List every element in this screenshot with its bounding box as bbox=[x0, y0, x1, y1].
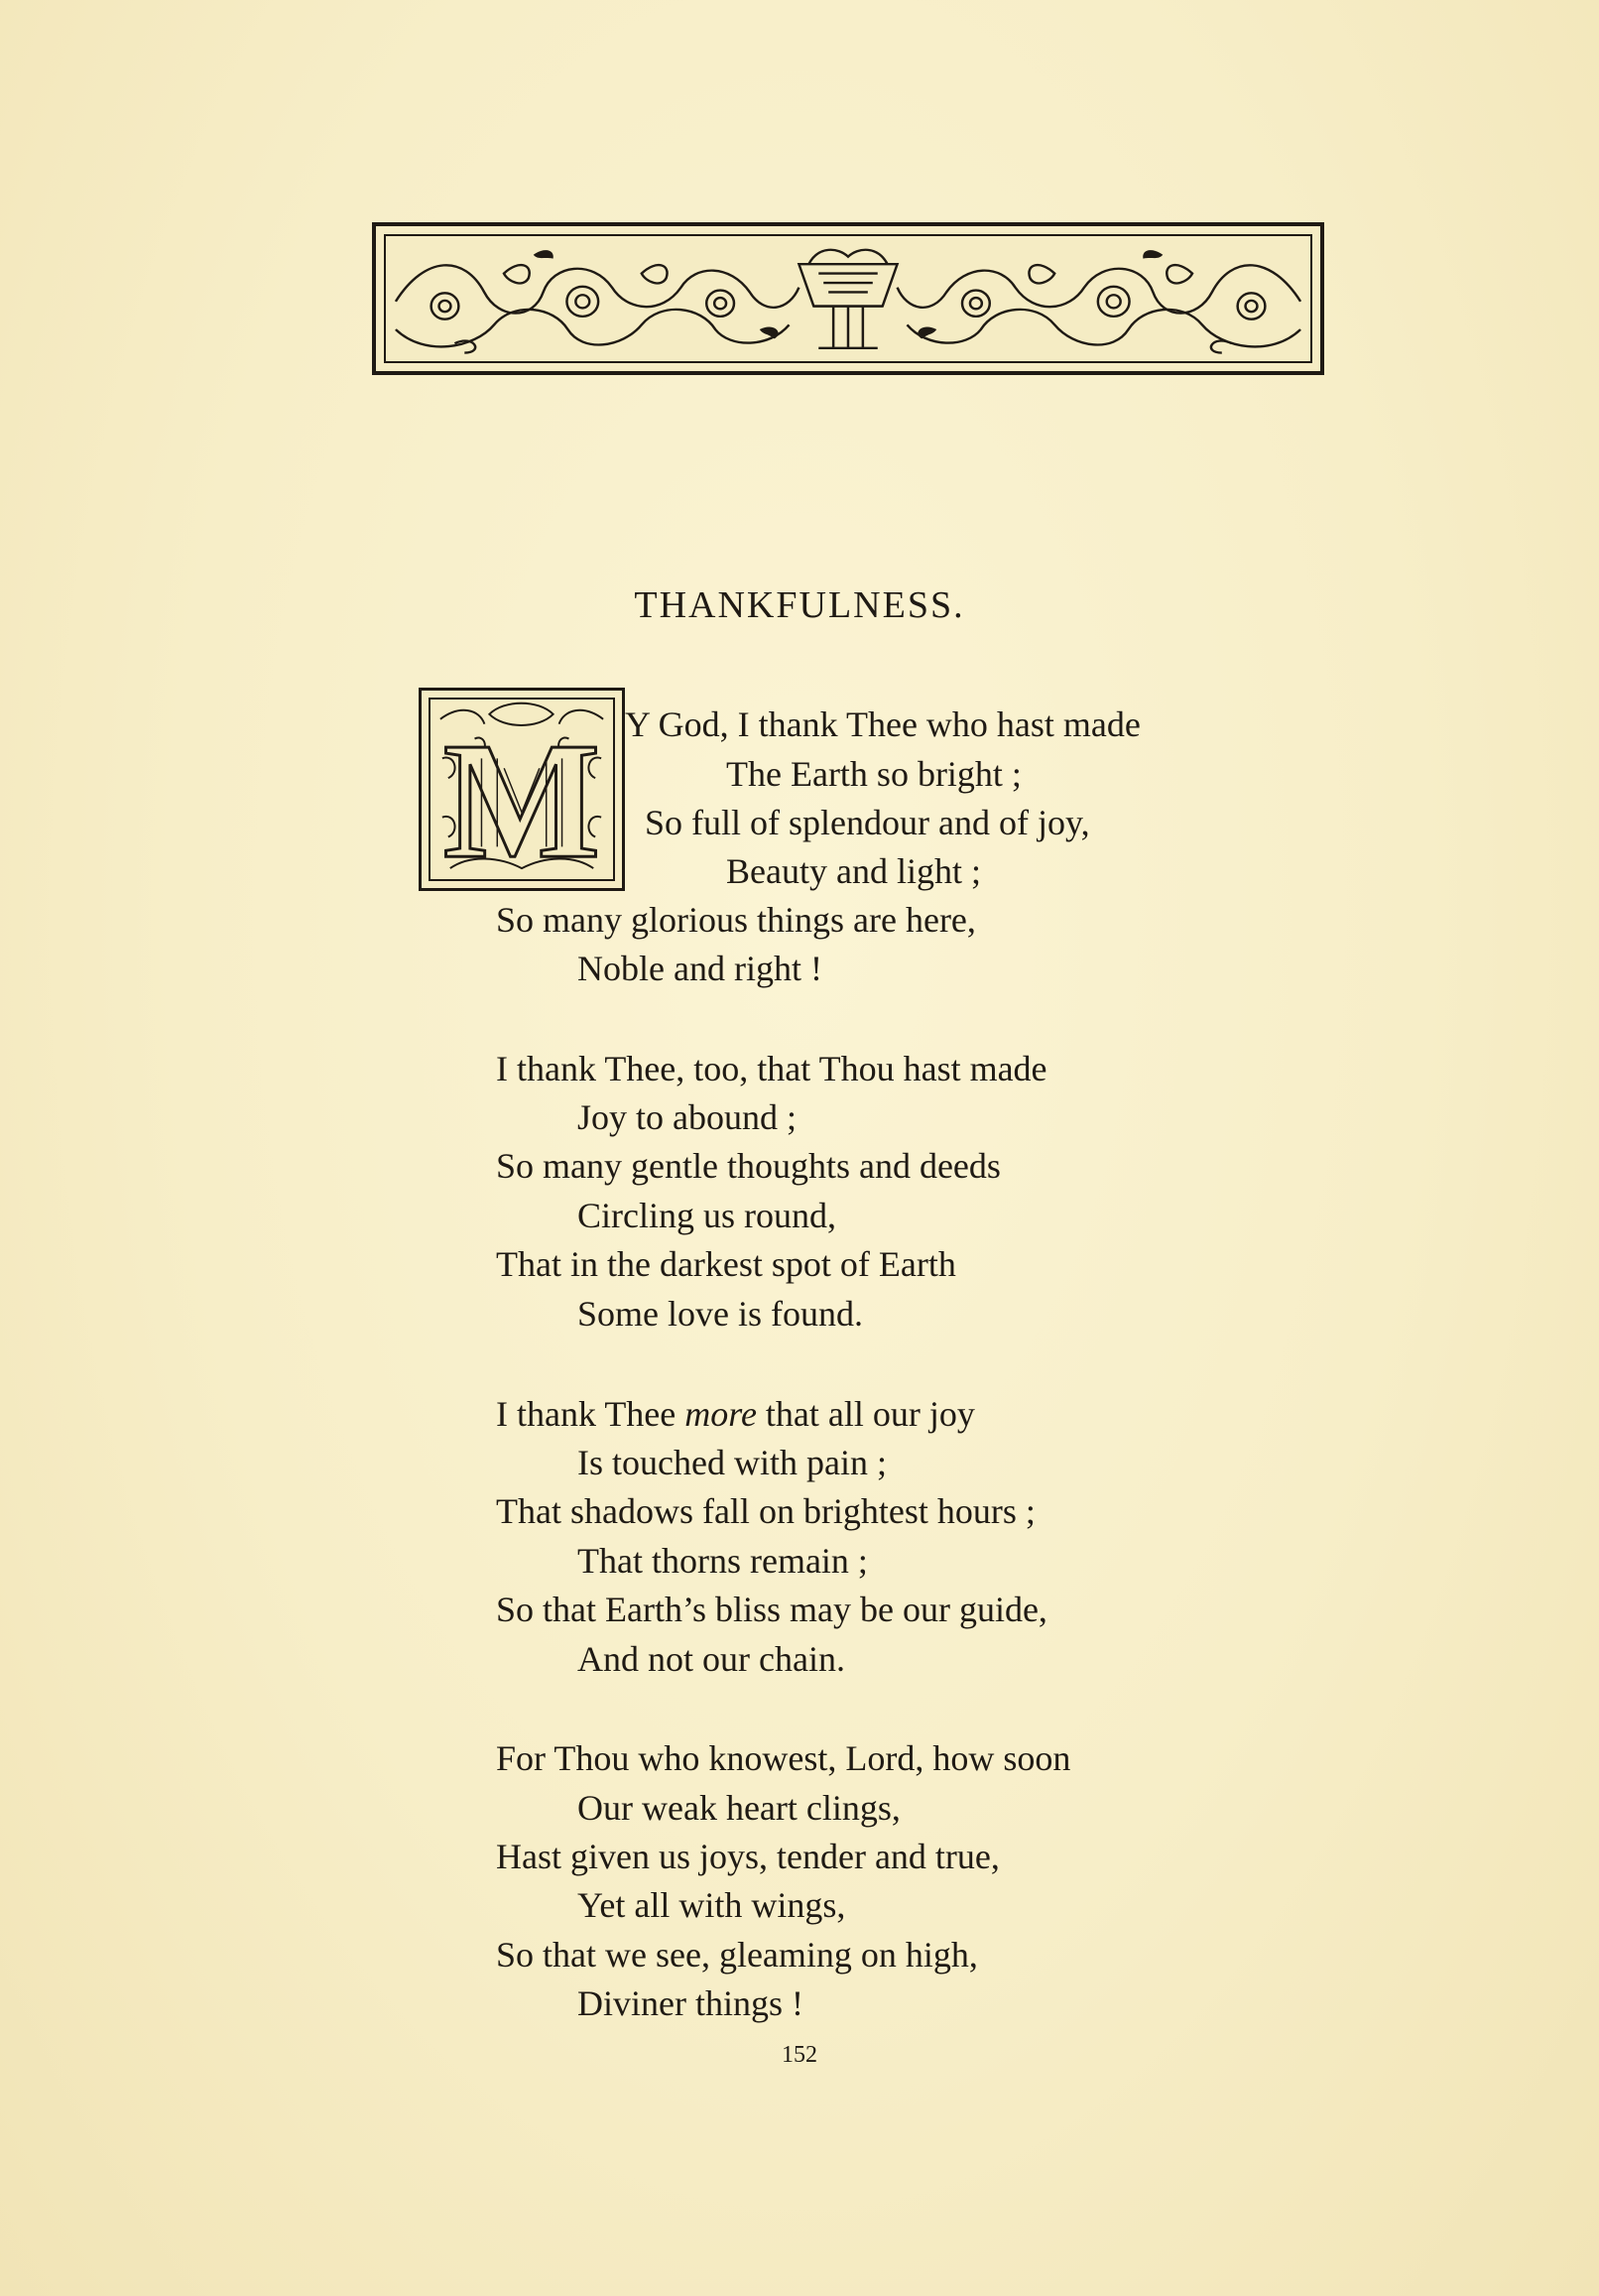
stanza3-line1-start: I thank Thee bbox=[496, 1394, 685, 1434]
stanza3-line1-end: that all our joy bbox=[756, 1394, 975, 1434]
stanza2-line3: So many gentle thoughts and deeds bbox=[496, 1146, 1001, 1186]
stanza1-line6: Noble and right ! bbox=[577, 949, 822, 988]
stanza1-line5: So many glorious things are here, bbox=[496, 900, 976, 940]
illuminated-drop-cap bbox=[419, 688, 625, 891]
stanza4-line2: Our weak heart clings, bbox=[577, 1788, 901, 1828]
stanza2-line5: That in the darkest spot of Earth bbox=[496, 1244, 956, 1284]
stanza1-line3: So full of splendour and of joy, bbox=[645, 803, 1090, 842]
stanza3-line3: That shadows fall on brightest hours ; bbox=[496, 1491, 1036, 1531]
stanza4-line5: So that we see, gleaming on high, bbox=[496, 1935, 978, 1975]
stanza3-line5: So that Earth’s bliss may be our guide, bbox=[496, 1590, 1047, 1629]
stanza2-line6: Some love is found. bbox=[577, 1294, 863, 1334]
stanza2-line2: Joy to abound ; bbox=[577, 1097, 797, 1137]
stanza4-line3: Hast given us joys, tender and true, bbox=[496, 1837, 1000, 1876]
stanza4-line6: Diviner things ! bbox=[577, 1983, 803, 2023]
stanza1-line1: Y God, I thank Thee who hast made bbox=[625, 704, 1141, 744]
stanza3-line2: Is touched with pain ; bbox=[577, 1443, 887, 1482]
headpiece-scroll-ornament bbox=[386, 236, 1310, 361]
stanza3-line1-emphasis: more bbox=[684, 1394, 757, 1434]
stanza3-line1 bbox=[496, 1394, 975, 1434]
stanza4-line1: For Thou who knowest, Lord, how soon bbox=[496, 1738, 1071, 1778]
poem-title: THANKFULNESS. bbox=[634, 584, 965, 626]
stanza3-line6: And not our chain. bbox=[577, 1639, 845, 1679]
stanza1-line2: The Earth so bright ; bbox=[726, 754, 1022, 794]
stanza2-line4: Circling us round, bbox=[577, 1196, 836, 1235]
stanza2-line1: I thank Thee, too, that Thou hast made bbox=[496, 1049, 1047, 1088]
drop-cap-letter-graphic bbox=[430, 700, 613, 879]
ornamental-headpiece bbox=[372, 222, 1324, 375]
stanza4-line4: Yet all with wings, bbox=[577, 1885, 846, 1925]
page-number: 152 bbox=[782, 2042, 817, 2068]
drop-cap-letter: M bbox=[442, 708, 601, 879]
stanza3-line4: That thorns remain ; bbox=[577, 1541, 868, 1581]
stanza1-line4: Beauty and light ; bbox=[726, 851, 981, 891]
